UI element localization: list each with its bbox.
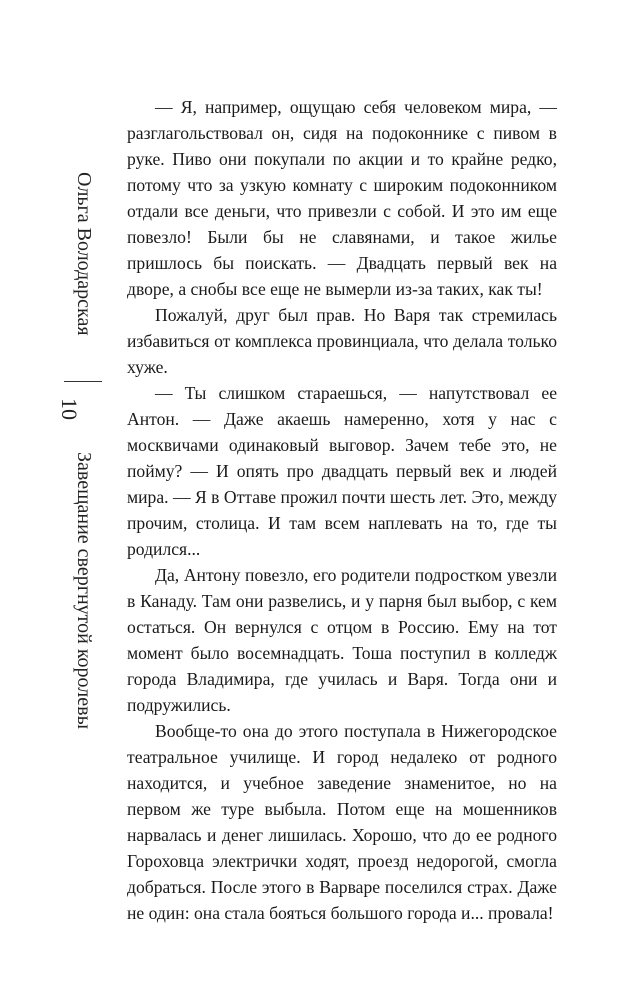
book-title: Завещание свергнутой королевы [73, 452, 95, 730]
paragraph: — Ты слишком стараешься, — напутствовал ее Антон. — Даже акаешь намеренно, хотя у нас с москвичами одинаковый выговор. Зачем тебе это, не пойму? — И опять про двадцать первый век и людей мира. — Я в Оттаве прожил почти шесть лет. Это, между прочим, столица. И там всем наплевать на то, где ты родился... [127, 383, 557, 559]
author-name: Ольга Володарская [73, 172, 95, 336]
paragraph: Вообще-то она до этого поступала в Нижегородское театральное училище. И город недалеко от родного находится, и учебное заведение знаменитое, но на первом же туре выбыла. Потом еще на мошенников нарвалась и денег лишилась. Хорошо, что до ее родного Гороховца электрички ходят, проезд недорогой, смогла добраться. После этого в Варваре поселился страх. Даже не один: она стала бояться большого города и... провала! [127, 721, 557, 923]
page-number: 10 [57, 398, 82, 420]
paragraph: Пожалуй, друг был прав. Но Варя так стремилась избавиться от комплекса провинциала, что делала только хуже. [127, 305, 557, 377]
paragraph: — Я, например, ощущаю себя человеком мира, — разглагольствовал он, сидя на подоконнике с пивом в руке. Пиво они покупали по акции и то крайне редко, потому что за узкую комнату с широким подоконником отдали все деньги, что привезли с собой. И это им еще повезло! Были бы не славянами, и такое жилье пришлось бы поискать. — Двадцать первый век на дворе, а снобы все еще не вымерли из-за таких, как ты! [127, 97, 557, 299]
body-text [127, 94, 557, 926]
running-head-divider [64, 381, 102, 382]
paragraph: Да, Антону повезло, его родители подростком увезли в Канаду. Там они развелись, и у парня был выбор, с кем остаться. Он вернулся с отцом в Россию. Ему на тот момент было восемнадцать. Тоша поступил в колледж города Владимира, где училась и Варя. Тогда они и подружились. [127, 565, 557, 715]
